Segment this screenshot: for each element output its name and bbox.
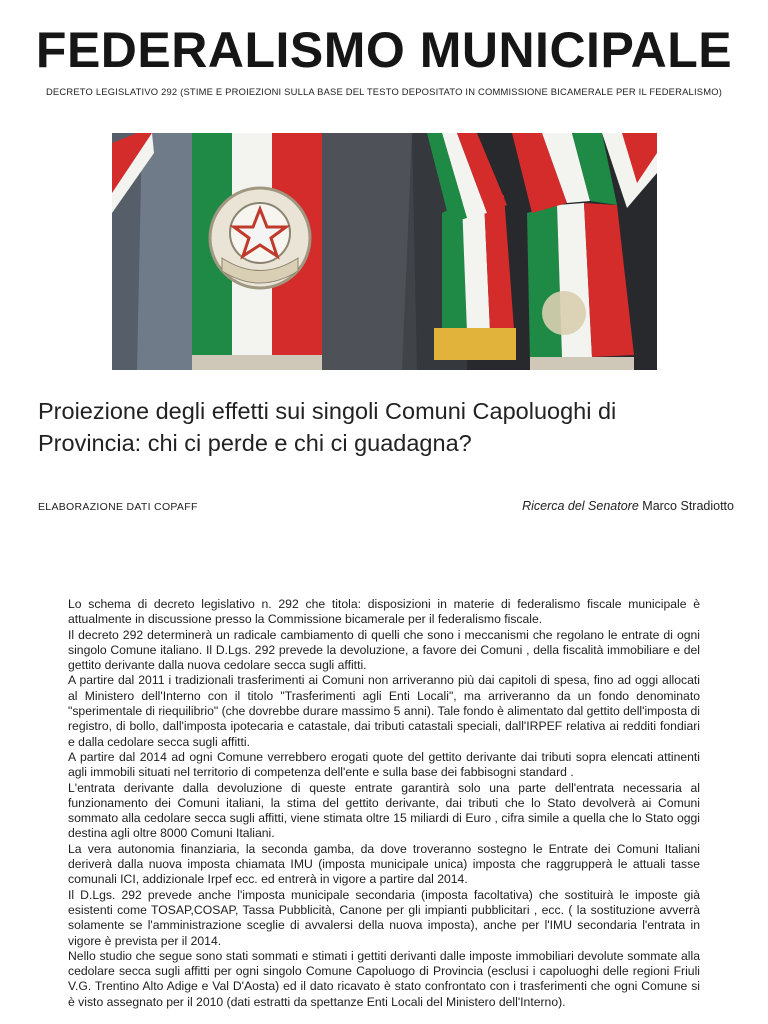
data-source-label: ELABORAZIONE DATI COPAFF xyxy=(38,501,198,513)
author-prefix: Ricerca del Senatore xyxy=(522,499,639,513)
headline: Proiezione degli effetti sui singoli Comuni Capoluoghi di Provincia: chi ci perde e chi ci guadagna? xyxy=(38,398,617,456)
author-credit xyxy=(522,499,734,513)
paragraph: A partire dal 2014 ad ogni Comune verrebbero erogati quote del gettito derivante dai tributi sopra elencati attinenti agli immobili situati nel territorio di competenza dell'ente e sulla base dei fabbisogni standard . xyxy=(68,749,700,780)
paragraph: Nello studio che segue sono stati sommati e stimati i gettiti derivanti dalle imposte immobiliari devolute sommate alla cedolare secca sugli affitti per ogni singolo Comune Capoluogo di Provincia (esclusi i capoluoghi delle regioni Friuli V.G. Trentino Alto Adige e Val D'Aosta) ed il dato ricavato è stato confrontato con i trasferimenti che ogni Comune si è visto assegnato per il 2010 (dati estratti da spettanze Enti Locali del Ministero dell'Interno). xyxy=(68,948,700,1009)
paragraph: Il decreto 292 determinerà un radicale cambiamento di quelli che sono i meccanismi che regolano le entrate di ogni singolo Comune italiano. Il D.Lgs. 292 prevede la devoluzione, a favore dei Comuni , della fiscalità immobiliare e del gettito derivante dalla nuova cedolare secca sugli affitti. xyxy=(68,627,700,673)
paragraph: La vera autonomia finanziaria, la seconda gamba, da dove troveranno sostegno le Entrate dei Comuni Italiani deriverà dalla nuova imposta chiamata IMU (imposta municipale unica) imposta che raggrupperà le attuali tasse comunali ICI, addizionale Irpef ecc. ed entrerà in vigore a partire dal 2014. xyxy=(68,841,700,887)
header-photo-tricolor-sashes xyxy=(112,133,657,370)
main-sash xyxy=(192,133,322,370)
paragraph: Il D.Lgs. 292 prevede anche l'imposta municipale secondaria (imposta facoltativa) che sostituirà le imposte già esistenti come TOSAP,COSAP, Tassa Pubblicità, Canone per gli impianti pubblicitari , ecc. ( la sostituzione avverrà solamente se l'amministrazione sceglie di avvalersi della nuova imposta), anche per l'IMU secondaria l'entrata in vigore è prevista per il 2014. xyxy=(68,887,700,948)
page-subtitle: DECRETO LEGISLATIVO 292 (STIME E PROIEZIONI SULLA BASE DEL TESTO DEPOSITATO IN COMMISSIONE BICAMERALE PER IL FEDERALISMO) xyxy=(45,86,723,97)
article-body xyxy=(68,597,700,1010)
author-name: Marco Stradiotto xyxy=(642,499,734,513)
paragraph: A partire dal 2011 i tradizionali trasferimenti ai Comuni non arriveranno più dai capitoli di spesa, fino ad oggi allocati al Ministero dell'Interno con il titolo "Trasferimenti agli Enti Locali", ma arriveranno da un fondo denominato "sperimentale di riequilibrio" (che dovrebbe durare massimo 5 anni). Tale fondo è alimentato dal gettito dell'imposta di registro, di bollo, dall'imposta ipotecaria e catastale, dai tributi catastali speciali, dall'IRPEF relativa ai redditi fondiari e dalla cedolare secca sugli affitti. xyxy=(68,673,700,749)
paragraph: L'entrata derivante dalla devoluzione di queste entrate garantirà solo una parte dell'entrata necessaria al funzionamento dei Comuni italiani, la stima del gettito derivante, dai tributi che lo Stato devolverà ai Comuni sommato alla cedolare secca sugli affitti, viene stimata oltre 15 miliardi di Euro , cifra simile a quella che lo Stato oggi destina agli oltre 8000 Comuni Italiani. xyxy=(68,780,700,841)
page-title: FEDERALISMO MUNICIPALE xyxy=(35,22,733,78)
paragraph: Lo schema di decreto legislativo n. 292 che titola: disposizioni in materie di federalismo fiscale municipale è attualmente in discussione presso la Commissione bicamerale per il federalismo fiscale. xyxy=(68,597,700,627)
